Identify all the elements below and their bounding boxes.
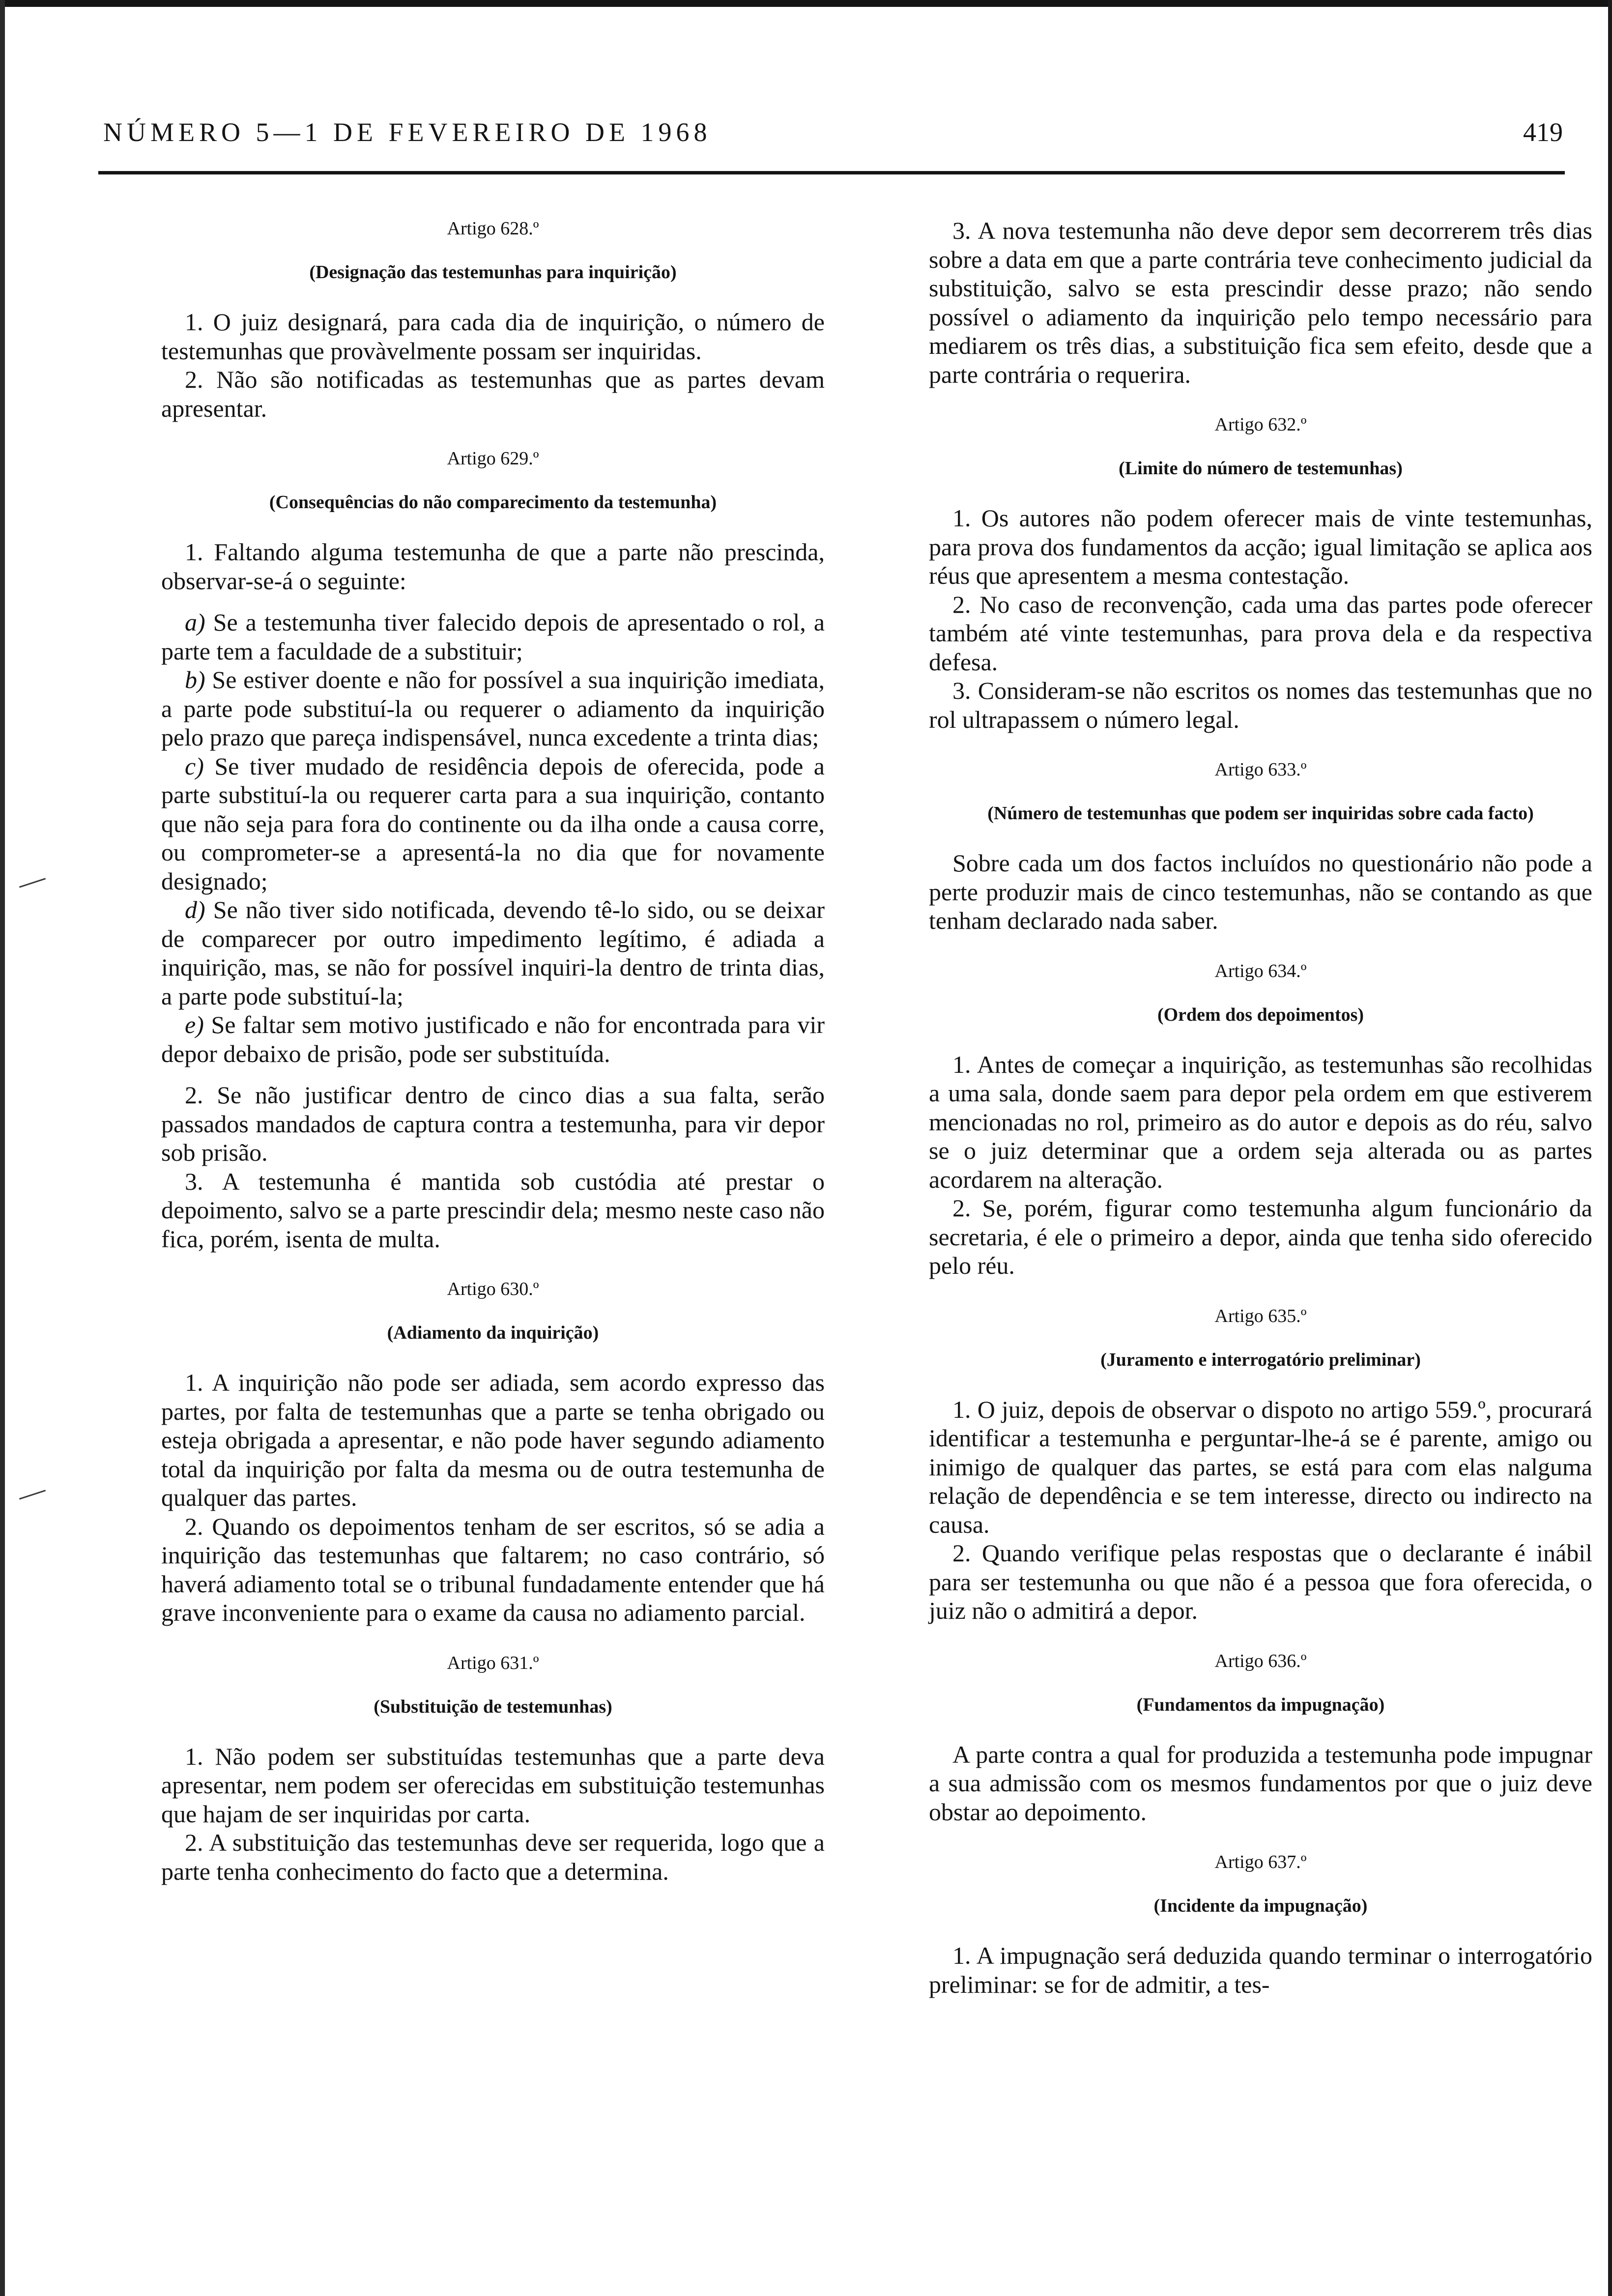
header-rule: [98, 171, 1565, 174]
article-title: (Juramento e interrogatório preliminar): [1100, 1349, 1421, 1370]
paragraph-text: A parte contra a qual for produzida a testemunha pode impugnar a sua admissão com os mesmos fundamentos por que o juiz deve obstar ao depoimento.: [929, 1740, 1592, 1826]
paragraph-text: Se tiver mudado de residência depois de oferecida, pode a parte substituí-la ou requerer carta para a sua inquirição, contanto que não seja para fora do continente ou da ilha onde a causa corre, ou comprometer-se a apresentá-la no dia que for novamente designado;: [161, 752, 825, 895]
article-title: (Ordem dos depoimentos): [1157, 1004, 1364, 1025]
right-column: [929, 216, 1592, 2022]
page-number: 419: [1523, 117, 1563, 147]
article-block: [929, 1649, 1592, 1827]
article-title: (Incidente da impugnação): [1153, 1895, 1368, 1916]
article-paragraph: [161, 1167, 825, 1254]
article-title: (Adiamento da inquirição): [387, 1322, 599, 1343]
paragraph-text: 1. Os autores não podem oferecer mais de vinte testemunhas, para prova dos fundamentos da acção; igual limitação se aplica aos réus que apresentem a mesma contestação.: [929, 504, 1592, 589]
scan-top-border: [0, 0, 1612, 7]
paragraph-text: Se estiver doente e não for possível a sua inquirição imediata, a parte pode substituí-la ou requerer o adiamento da inquirição pelo prazo que pareça indispensável, nunca excedente a trinta dias;: [161, 666, 825, 751]
alinea-paragraph: [161, 895, 825, 1010]
paragraph-text: 2. No caso de reconvenção, cada uma das partes pode oferecer também até vinte testemunhas, para prova dela e da respectiva defesa.: [929, 590, 1592, 676]
paragraph-text: 1. O juiz, depois de observar o dispoto no artigo 559.º, procurará identificar a testemunha e perguntar-lhe-á se é parente, amigo ou inimigo de qualquer das partes, se está para com elas nalguma relação de dependência e se tem interesse, directo ou indirecto na causa.: [929, 1395, 1592, 1538]
margin-pencil-mark: [19, 878, 46, 888]
paragraph-text: 2. A substituição das testemunhas deve ser requerida, logo que a parte tenha conhecimento do facto que a determina.: [161, 1829, 825, 1885]
article-block: [161, 216, 825, 423]
article-number: Artigo 630.º: [447, 1279, 539, 1299]
alinea-letter: c): [185, 752, 204, 780]
article-paragraph: [929, 1941, 1592, 1999]
article-block: [929, 1850, 1592, 1999]
article-paragraph: [161, 1742, 825, 1829]
paragraph-text: 1. O juiz designará, para cada dia de inquirição, o número de testemunhas que provàvelmente possam ser inquiridas.: [161, 308, 825, 365]
paragraph-text: 1. Não podem ser substituídas testemunhas que a parte deva apresentar, nem podem ser oferecidas em substituição testemunhas que hajam de ser inquiridas por carta.: [161, 1742, 825, 1828]
scan-left-border: [0, 0, 5, 2296]
article-paragraph: [161, 1828, 825, 1886]
paragraph-text: 2. Se, porém, figurar como testemunha algum funcionário da secretaria, é ele o primeiro a depor, ainda que tenha sido oferecido pelo réu.: [929, 1194, 1592, 1279]
article-number: Artigo 631.º: [447, 1652, 539, 1673]
article-block: [929, 959, 1592, 1280]
article-paragraph: [929, 590, 1592, 677]
paragraph-text: 1. Antes de começar a inquirição, as testemunhas são recolhidas a uma sala, donde saem para depor pela ordem em que estiverem mencionadas no rol, primeiro as do autor e depois as do réu, salvo se o juiz determinar que a ordem seja alterada ou as partes acordarem na alteração.: [929, 1050, 1592, 1193]
scan-right-border: [1608, 0, 1612, 2296]
article-paragraph: [929, 1539, 1592, 1625]
article-number: Artigo 633.º: [1214, 759, 1307, 780]
article-number: Artigo 634.º: [1214, 960, 1307, 981]
paragraph-text: 2. Se não justificar dentro de cinco dias a sua falta, serão passados mandados de captura contra a testemunha, para vir depor sob prisão.: [161, 1081, 825, 1166]
article-paragraph: [929, 849, 1592, 935]
paragraph-text: 3. A nova testemunha não deve depor sem decorrerem três dias sobre a data em que a parte contrária teve conhecimento judicial da substituição, salvo se esta prescindir desse prazo; não sendo possível o adiamento da inquirição pelo tempo necessário para mediarem os três dias, a substituição fica sem efeito, desde que a parte contrária o requerira.: [929, 217, 1592, 388]
alinea-letter: e): [185, 1011, 204, 1038]
article-title: (Designação das testemunhas para inquirição): [309, 262, 677, 283]
alinea-paragraph: [161, 1010, 825, 1068]
article-block: [161, 1651, 825, 1886]
alinea-letter: a): [185, 608, 205, 636]
article-paragraph: [161, 1512, 825, 1627]
article-paragraph: [161, 365, 825, 423]
paragraph-text: 2. Não são notificadas as testemunhas que as partes devam apresentar.: [161, 366, 825, 422]
paragraph-text: 1. Faltando alguma testemunha de que a parte não prescinda, observar-se-á o seguinte:: [161, 538, 825, 595]
alinea-paragraph: [161, 665, 825, 752]
article-title: (Fundamentos da impugnação): [1136, 1694, 1385, 1715]
paragraph-text: Se faltar sem motivo justificado e não for encontrada para vir depor debaixo de prisão, pode ser substituída.: [161, 1011, 825, 1067]
paragraph-text: Se a testemunha tiver falecido depois de apresentado o rol, a parte tem a faculdade de a substituir;: [161, 608, 825, 665]
article-paragraph: [161, 1081, 825, 1167]
article-block: [929, 757, 1592, 935]
article-block: [161, 446, 825, 1253]
paragraph-text: Sobre cada um dos factos incluídos no questionário não pode a perte produzir mais de cinco testemunhas, não se contando as que tenham declarado nada saber.: [929, 849, 1592, 934]
article-title: (Consequências do não comparecimento da testemunha): [269, 492, 717, 513]
paragraph-text: 2. Quando os depoimentos tenham de ser escritos, só se adia a inquirição das testemunhas que faltarem; no caso contrário, só haverá adiamento total se o tribunal fundadamente entender que há grave inconveniente para o exame da causa no adiamento parcial.: [161, 1512, 825, 1626]
article-block: [929, 216, 1592, 389]
article-paragraph: [929, 1740, 1592, 1827]
article-number: Artigo 629.º: [447, 448, 539, 469]
article-paragraph: [161, 308, 825, 365]
article-paragraph: [929, 1194, 1592, 1280]
article-paragraph: [161, 1368, 825, 1512]
article-paragraph: [929, 216, 1592, 389]
article-number: Artigo 628.º: [447, 218, 539, 239]
paragraph-text: 2. Quando verifique pelas respostas que o declarante é inábil para ser testemunha ou que não é a pessoa que fora oferecida, o juiz não o admitirá a depor.: [929, 1539, 1592, 1624]
paragraph-text: 1. A inquirição não pode ser adiada, sem acordo expresso das partes, por falta de testemunhas que a parte se tenha obrigado ou esteja obrigada a apresentar, e não pode haver segundo adiamento total da inquirição por falta da mesma ou de outra testemunha de qualquer das partes.: [161, 1369, 825, 1511]
left-column: [161, 216, 825, 1909]
article-paragraph: [161, 538, 825, 595]
article-number: Artigo 637.º: [1214, 1852, 1307, 1872]
article-paragraph: [929, 1050, 1592, 1194]
article-title: (Número de testemunhas que podem ser inquiridas sobre cada facto): [987, 803, 1534, 824]
article-title: (Substituição de testemunhas): [374, 1696, 612, 1717]
margin-pencil-mark: [19, 1490, 46, 1499]
article-title: (Limite do número de testemunhas): [1119, 458, 1403, 479]
article-block: [929, 1304, 1592, 1625]
article-number: Artigo 635.º: [1214, 1305, 1307, 1326]
article-number: Artigo 632.º: [1214, 414, 1307, 435]
article-number: Artigo 636.º: [1214, 1650, 1307, 1671]
paragraph-text: Se não tiver sido notificada, devendo tê-lo sido, ou se deixar de comparecer por outro impedimento legítimo, é adiada a inquirição, mas, se não for possível inquiri-la dentro de trinta dias, a parte pode substituí-la;: [161, 896, 825, 1010]
paragraph-text: 3. A testemunha é mantida sob custódia até prestar o depoimento, salvo se a parte prescindir dela; mesmo neste caso não fica, porém, isenta de multa.: [161, 1167, 825, 1253]
article-paragraph: [929, 504, 1592, 590]
paragraph-text: 1. A impugnação será deduzida quando terminar o interrogatório preliminar: se for de admitir, a tes-: [929, 1942, 1592, 1998]
article-paragraph: [929, 676, 1592, 734]
paragraph-text: 3. Consideram-se não escritos os nomes das testemunhas que no rol ultrapassem o número legal.: [929, 677, 1592, 733]
issue-date: NÚMERO 5—1 DE FEVEREIRO DE 1968: [103, 117, 712, 147]
article-block: [161, 1277, 825, 1627]
article-paragraph: [929, 1395, 1592, 1539]
page-header: [103, 117, 1563, 156]
alinea-letter: d): [185, 896, 205, 923]
article-block: [929, 412, 1592, 734]
alinea-letter: b): [185, 666, 205, 693]
alinea-paragraph: [161, 752, 825, 896]
alinea-paragraph: [161, 608, 825, 665]
